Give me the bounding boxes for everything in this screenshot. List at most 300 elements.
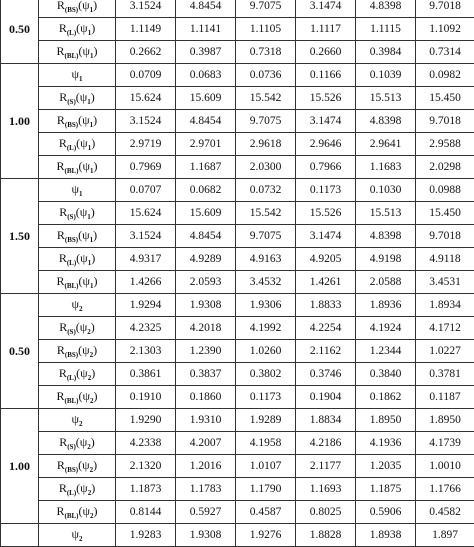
value-cell: 1.1115: [356, 18, 416, 41]
value-cell: 0.3837: [176, 363, 236, 386]
value-cell: 0.1039: [356, 64, 416, 87]
close-paren: ): [94, 504, 98, 518]
value-cell: 1.1092: [416, 18, 474, 41]
close-paren: ): [91, 136, 95, 150]
value-cell: 2.0593: [176, 271, 236, 294]
close-paren: ): [94, 389, 98, 403]
value-cell: 9.7018: [416, 0, 474, 18]
value-cell: 0.3840: [356, 363, 416, 386]
value-cell: 1.9294: [116, 294, 176, 317]
psi-index: 1: [88, 259, 92, 267]
psi-symbol: ψ: [82, 343, 90, 357]
row-label-cell: [39, 340, 116, 363]
psi-symbol: ψ: [82, 113, 90, 127]
value-cell: 4.8398: [356, 110, 416, 133]
value-cell: 1.9290: [116, 409, 176, 432]
value-cell: 1.9306: [236, 294, 296, 317]
group-value-cell: 0.50: [1, 0, 39, 64]
psi-symbol: ψ: [82, 0, 90, 12]
table-row: [1, 110, 474, 133]
table-row: [1, 0, 474, 18]
open-paren: (: [79, 504, 83, 518]
r-symbol: R: [57, 113, 65, 127]
value-cell: 3.4532: [236, 271, 296, 294]
r-symbol: R: [57, 458, 65, 472]
row-subscript: (BS): [65, 466, 78, 474]
r-symbol: R: [56, 504, 64, 518]
value-cell: 1.897: [416, 524, 474, 547]
value-cell: 1.2035: [356, 455, 416, 478]
value-cell: 3.4531: [416, 271, 474, 294]
row-subscript: (BS): [65, 121, 78, 129]
psi-symbol: ψ: [83, 159, 91, 173]
value-cell: 0.1173: [236, 386, 296, 409]
row-subscript: (L): [67, 259, 76, 267]
value-cell: 3.1524: [116, 0, 176, 18]
value-cell: 2.1303: [116, 340, 176, 363]
psi-symbol: ψ: [83, 504, 91, 518]
close-paren: ): [91, 205, 95, 219]
r-symbol: R: [59, 251, 67, 265]
psi-index: 2: [90, 466, 94, 474]
value-cell: 0.3802: [236, 363, 296, 386]
value-cell: 0.0988: [416, 179, 474, 202]
r-symbol: R: [59, 320, 67, 334]
value-cell: 3.1524: [116, 225, 176, 248]
value-cell: 4.8398: [356, 225, 416, 248]
value-cell: 0.1860: [176, 386, 236, 409]
row-subscript: (S): [67, 443, 76, 451]
value-cell: 1.8934: [416, 294, 474, 317]
value-cell: 4.1936: [356, 432, 416, 455]
row-label-cell: [39, 363, 116, 386]
r-symbol: R: [59, 90, 67, 104]
value-cell: 0.3984: [356, 41, 416, 64]
row-label-cell: [39, 478, 116, 501]
row-label-cell: [39, 133, 116, 156]
value-cell: 4.9289: [176, 248, 236, 271]
value-cell: 0.3781: [416, 363, 474, 386]
value-cell: 0.1187: [416, 386, 474, 409]
value-cell: 1.4266: [116, 271, 176, 294]
psi-index: 1: [90, 52, 94, 60]
close-paren: ): [93, 0, 97, 12]
value-cell: 15.450: [416, 87, 474, 110]
psi-index: 1: [87, 98, 91, 106]
open-paren: (: [76, 320, 80, 334]
value-cell: 1.1783: [176, 478, 236, 501]
value-cell: 0.1862: [356, 386, 416, 409]
value-cell: 0.0982: [416, 64, 474, 87]
row-label-cell: [39, 179, 116, 202]
row-label-cell: [39, 225, 116, 248]
table-row: [1, 409, 474, 432]
value-cell: 1.2390: [176, 340, 236, 363]
table-row: [1, 340, 474, 363]
value-cell: 0.8025: [296, 501, 356, 524]
row-subscript: (L): [67, 29, 76, 37]
table-row: [1, 478, 474, 501]
value-cell: 2.9719: [116, 133, 176, 156]
row-label-cell: [39, 386, 116, 409]
row-subscript: (BS): [65, 6, 78, 14]
value-cell: 0.0732: [236, 179, 296, 202]
value-cell: 3.1474: [296, 110, 356, 133]
r-symbol: R: [56, 159, 64, 173]
value-cell: 4.2186: [296, 432, 356, 455]
row-label-cell: [39, 110, 116, 133]
table-row: [1, 271, 474, 294]
value-cell: 0.0682: [176, 179, 236, 202]
table-row: [1, 432, 474, 455]
value-cell: 1.1873: [116, 478, 176, 501]
value-cell: 1.1687: [176, 156, 236, 179]
table-row: [1, 524, 474, 547]
value-cell: 15.542: [236, 87, 296, 110]
value-cell: 15.526: [296, 87, 356, 110]
close-paren: ): [91, 21, 95, 35]
value-cell: 1.1117: [296, 18, 356, 41]
close-paren: ): [91, 90, 95, 104]
value-cell: 15.542: [236, 202, 296, 225]
value-cell: 0.8144: [116, 501, 176, 524]
psi-index: 2: [79, 535, 83, 543]
value-cell: 4.1712: [416, 317, 474, 340]
value-cell: 2.0588: [356, 271, 416, 294]
value-cell: 1.9308: [176, 524, 236, 547]
value-cell: 4.9317: [116, 248, 176, 271]
value-cell: 0.7318: [236, 41, 296, 64]
psi-index: 2: [90, 512, 94, 520]
value-cell: 1.2344: [356, 340, 416, 363]
value-cell: 2.0300: [236, 156, 296, 179]
row-label-cell: [39, 156, 116, 179]
value-cell: 4.1958: [236, 432, 296, 455]
value-cell: 0.0709: [116, 64, 176, 87]
open-paren: (: [79, 159, 83, 173]
row-label-cell: [39, 64, 116, 87]
r-symbol: R: [59, 481, 67, 495]
table-row: [1, 317, 474, 340]
psi-symbol: ψ: [71, 412, 79, 426]
close-paren: ): [93, 228, 97, 242]
psi-symbol: ψ: [71, 67, 79, 81]
psi-symbol: ψ: [83, 274, 91, 288]
open-paren: (: [78, 0, 82, 12]
value-cell: 1.9276: [236, 524, 296, 547]
psi-index: 1: [90, 121, 94, 129]
value-cell: 1.2016: [176, 455, 236, 478]
value-cell: 1.8834: [296, 409, 356, 432]
psi-index: 1: [90, 282, 94, 290]
value-cell: 4.2254: [296, 317, 356, 340]
table-row: [1, 202, 474, 225]
value-cell: 0.1166: [296, 64, 356, 87]
value-cell: 0.0736: [236, 64, 296, 87]
value-cell: 1.1693: [296, 478, 356, 501]
value-cell: 4.2007: [176, 432, 236, 455]
psi-index: 1: [87, 213, 91, 221]
value-cell: 0.5906: [356, 501, 416, 524]
value-cell: 2.9646: [296, 133, 356, 156]
open-paren: (: [78, 458, 82, 472]
close-paren: ): [91, 435, 95, 449]
value-cell: 3.1474: [296, 0, 356, 18]
psi-symbol: ψ: [80, 251, 88, 265]
group-value-cell: [1, 524, 39, 547]
psi-symbol: ψ: [82, 228, 90, 242]
value-cell: 0.5927: [176, 501, 236, 524]
close-paren: ): [93, 458, 97, 472]
open-paren: (: [79, 389, 83, 403]
value-cell: 0.1910: [116, 386, 176, 409]
value-cell: 0.3987: [176, 41, 236, 64]
value-cell: 9.7075: [236, 0, 296, 18]
value-cell: 4.9198: [356, 248, 416, 271]
value-cell: 0.3746: [296, 363, 356, 386]
value-cell: 1.1766: [416, 478, 474, 501]
close-paren: ): [91, 251, 95, 265]
row-label-cell: [39, 202, 116, 225]
value-cell: 4.9163: [236, 248, 296, 271]
psi-symbol: ψ: [80, 205, 88, 219]
value-cell: 0.0683: [176, 64, 236, 87]
psi-symbol: ψ: [80, 435, 88, 449]
value-cell: 1.0227: [416, 340, 474, 363]
row-subscript: (BS): [65, 236, 78, 244]
row-subscript: (L): [67, 489, 76, 497]
value-cell: 9.7075: [236, 225, 296, 248]
value-cell: 1.0107: [236, 455, 296, 478]
value-cell: 15.624: [116, 202, 176, 225]
psi-symbol: ψ: [83, 44, 91, 58]
close-paren: ): [94, 159, 98, 173]
close-paren: ): [94, 44, 98, 58]
psi-symbol: ψ: [71, 527, 79, 541]
value-cell: 1.1105: [236, 18, 296, 41]
row-subscript: (BL): [65, 167, 79, 175]
value-cell: 15.450: [416, 202, 474, 225]
value-cell: 1.0260: [236, 340, 296, 363]
r-symbol: R: [56, 44, 64, 58]
psi-index: 2: [88, 489, 92, 497]
open-paren: (: [76, 21, 80, 35]
psi-index: 1: [79, 190, 83, 198]
psi-index: 2: [87, 328, 91, 336]
table-row: [1, 386, 474, 409]
value-cell: 2.1177: [296, 455, 356, 478]
r-symbol: R: [59, 366, 67, 380]
value-cell: 0.0707: [116, 179, 176, 202]
open-paren: (: [76, 435, 80, 449]
open-paren: (: [76, 90, 80, 104]
value-cell: 1.8828: [296, 524, 356, 547]
value-cell: 4.1924: [356, 317, 416, 340]
close-paren: ): [94, 274, 98, 288]
value-cell: 1.8936: [356, 294, 416, 317]
table-row: [1, 18, 474, 41]
r-symbol: R: [56, 389, 64, 403]
close-paren: ): [91, 320, 95, 334]
psi-index: 2: [90, 397, 94, 405]
open-paren: (: [78, 228, 82, 242]
row-label-cell: [39, 41, 116, 64]
psi-symbol: ψ: [80, 320, 88, 334]
value-cell: 15.513: [356, 87, 416, 110]
value-cell: 4.8398: [356, 0, 416, 18]
value-cell: 15.609: [176, 87, 236, 110]
table-row: [1, 87, 474, 110]
row-subscript: (BL): [65, 282, 79, 290]
row-label-cell: [39, 271, 116, 294]
r-symbol: R: [57, 228, 65, 242]
value-cell: 1.8950: [416, 409, 474, 432]
value-cell: 4.1992: [236, 317, 296, 340]
close-paren: ): [93, 113, 97, 127]
value-cell: 0.1904: [296, 386, 356, 409]
table-row: [1, 179, 474, 202]
value-cell: 4.2325: [116, 317, 176, 340]
value-cell: 1.9310: [176, 409, 236, 432]
row-label-cell: [39, 524, 116, 547]
table-row: [1, 294, 474, 317]
psi-index: 2: [90, 351, 94, 359]
table-row: [1, 501, 474, 524]
psi-symbol: ψ: [71, 297, 79, 311]
psi-symbol: ψ: [80, 366, 88, 380]
value-cell: 1.8938: [356, 524, 416, 547]
row-label-cell: [39, 87, 116, 110]
value-cell: 1.1149: [116, 18, 176, 41]
psi-symbol: ψ: [80, 136, 88, 150]
value-cell: 0.4582: [416, 501, 474, 524]
value-cell: 1.1790: [236, 478, 296, 501]
psi-index: 2: [79, 305, 83, 313]
table-row: [1, 133, 474, 156]
value-cell: 0.2660: [296, 41, 356, 64]
row-subscript: (S): [67, 213, 76, 221]
row-label-cell: [39, 248, 116, 271]
value-cell: 1.1141: [176, 18, 236, 41]
psi-index: 2: [79, 420, 83, 428]
r-symbol: R: [59, 205, 67, 219]
psi-symbol: ψ: [80, 90, 88, 104]
row-label-cell: [39, 409, 116, 432]
row-subscript: (BS): [65, 351, 78, 359]
row-label-cell: [39, 294, 116, 317]
row-label-cell: [39, 18, 116, 41]
table-row: [1, 455, 474, 478]
psi-index: 1: [88, 29, 92, 37]
value-cell: 2.1320: [116, 455, 176, 478]
r-symbol: R: [56, 274, 64, 288]
open-paren: (: [79, 44, 83, 58]
close-paren: ): [91, 481, 95, 495]
value-cell: 0.1173: [296, 179, 356, 202]
row-subscript: (S): [67, 98, 76, 106]
table-row: [1, 225, 474, 248]
r-symbol: R: [57, 343, 65, 357]
row-subscript: (S): [67, 328, 76, 336]
open-paren: (: [79, 274, 83, 288]
r-symbol: R: [59, 136, 67, 150]
row-subscript: (BL): [65, 52, 79, 60]
value-cell: 4.8454: [176, 110, 236, 133]
open-paren: (: [76, 481, 80, 495]
open-paren: (: [76, 136, 80, 150]
value-cell: 2.0298: [416, 156, 474, 179]
value-cell: 2.9701: [176, 133, 236, 156]
value-cell: 1.8833: [296, 294, 356, 317]
psi-index: 1: [90, 167, 94, 175]
psi-symbol: ψ: [80, 21, 88, 35]
value-cell: 9.7075: [236, 110, 296, 133]
value-cell: 4.2338: [116, 432, 176, 455]
row-subscript: (L): [67, 144, 76, 152]
open-paren: (: [78, 343, 82, 357]
value-cell: 4.2018: [176, 317, 236, 340]
psi-symbol: ψ: [80, 481, 88, 495]
value-cell: 1.1683: [356, 156, 416, 179]
value-cell: 1.8950: [356, 409, 416, 432]
group-value-cell: 1.00: [1, 64, 39, 179]
open-paren: (: [76, 366, 80, 380]
row-label-cell: [39, 455, 116, 478]
row-label-cell: [39, 501, 116, 524]
psi-index: 2: [88, 374, 92, 382]
close-paren: ): [91, 366, 95, 380]
row-label-cell: [39, 0, 116, 18]
value-cell: 15.609: [176, 202, 236, 225]
open-paren: (: [76, 205, 80, 219]
psi-index: 1: [90, 236, 94, 244]
value-cell: 1.1875: [356, 478, 416, 501]
psi-symbol: ψ: [82, 458, 90, 472]
value-cell: 4.1739: [416, 432, 474, 455]
value-cell: 2.1162: [296, 340, 356, 363]
close-paren: ): [93, 343, 97, 357]
value-cell: 0.4587: [236, 501, 296, 524]
row-subscript: (BL): [65, 397, 79, 405]
psi-index: 2: [87, 443, 91, 451]
value-cell: 2.9641: [356, 133, 416, 156]
value-cell: 0.3861: [116, 363, 176, 386]
value-cell: 9.7018: [416, 225, 474, 248]
value-cell: 15.513: [356, 202, 416, 225]
value-cell: 1.9308: [176, 294, 236, 317]
r-symbol: R: [57, 0, 65, 12]
value-cell: 15.526: [296, 202, 356, 225]
open-paren: (: [78, 113, 82, 127]
row-label-cell: [39, 317, 116, 340]
table-row: [1, 363, 474, 386]
value-cell: 2.9588: [416, 133, 474, 156]
results-table-body: [1, 0, 474, 547]
open-paren: (: [76, 251, 80, 265]
psi-symbol: ψ: [71, 182, 79, 196]
psi-symbol: ψ: [83, 389, 91, 403]
value-cell: 4.8454: [176, 225, 236, 248]
value-cell: 1.4261: [296, 271, 356, 294]
value-cell: 4.8454: [176, 0, 236, 18]
value-cell: 1.0010: [416, 455, 474, 478]
value-cell: 0.2662: [116, 41, 176, 64]
r-symbol: R: [59, 21, 67, 35]
value-cell: 0.7966: [296, 156, 356, 179]
psi-index: 1: [79, 75, 83, 83]
group-value-cell: 1.50: [1, 179, 39, 294]
value-cell: 0.7969: [116, 156, 176, 179]
